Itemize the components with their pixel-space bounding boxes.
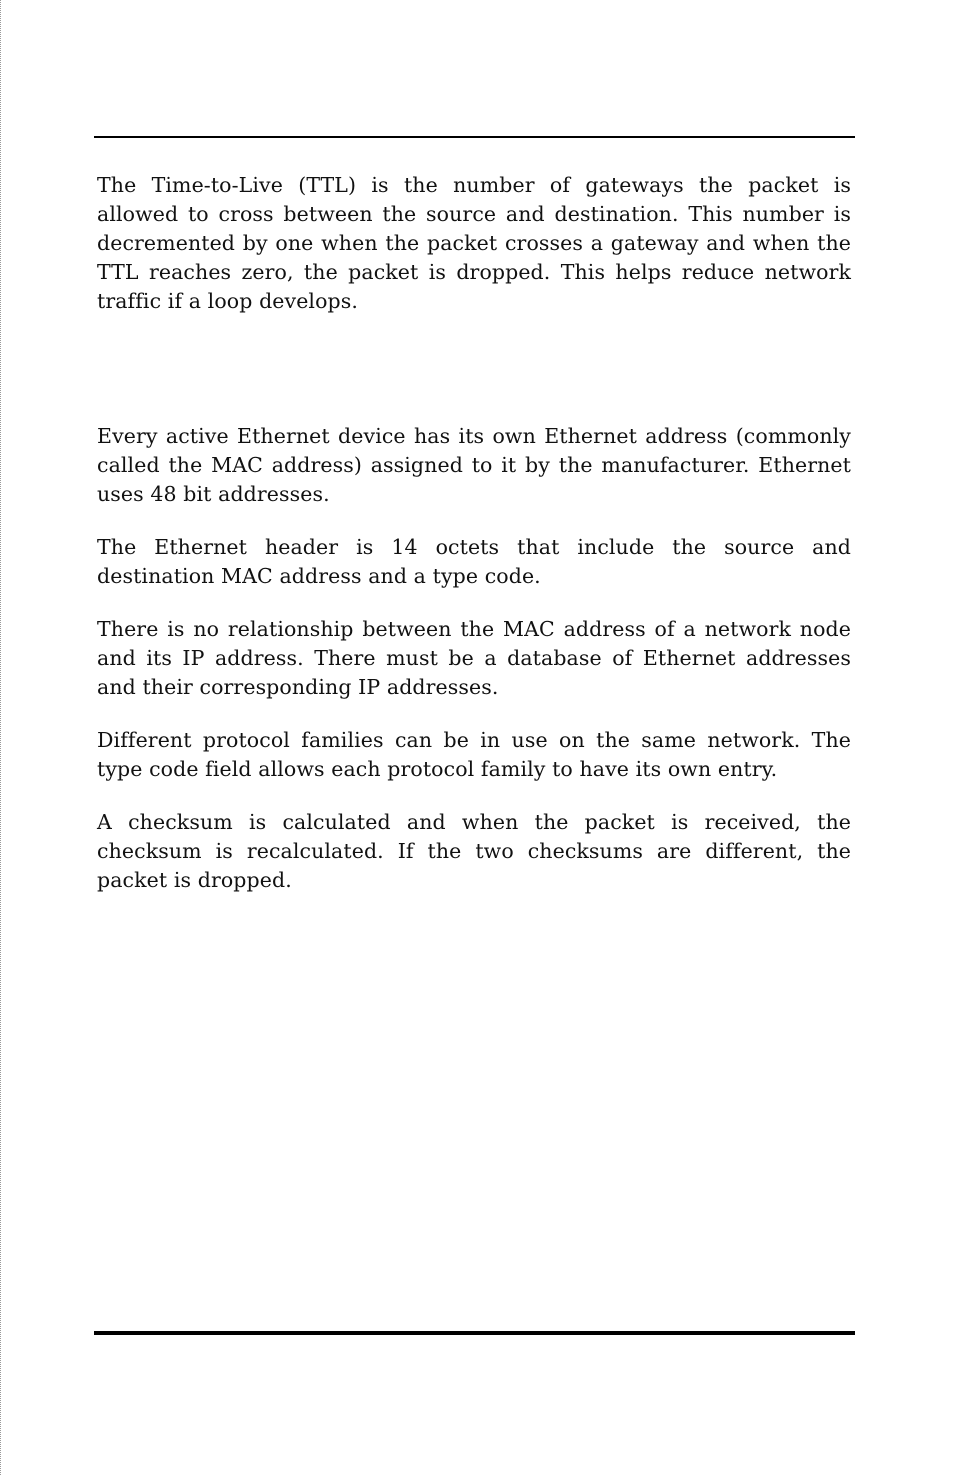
paragraph-checksum: A checksum is calculated and when the packet is received, the checksum is recalculated. If the two checksums are different, the packet is dropped. xyxy=(97,810,851,892)
paragraph-protocol-families: Different protocol families can be in use on the same network. The type code field allows each protocol family to have its own entry. xyxy=(97,728,851,781)
page-edge xyxy=(0,0,3,1475)
paragraph-ttl: The Time-to-Live (TTL) is the number of gateways the packet is allowed to cross between the source and destination. This number is decremented by one when the packet crosses a gateway and when the TTL reaches zero, the packet is dropped. This helps reduce network traffic if a loop develops. xyxy=(97,173,851,313)
paragraph-mac-ip-relationship: There is no relationship between the MAC address of a network node and its IP address. There must be a database of Ethernet addresses and their corresponding IP addresses. xyxy=(97,617,851,699)
page-body xyxy=(97,171,851,895)
header-rule xyxy=(94,136,855,138)
paragraph-ethernet-header: The Ethernet header is 14 octets that include the source and destination MAC address and a type code. xyxy=(97,535,851,588)
paragraph-ethernet-address: Every active Ethernet device has its own Ethernet address (commonly called the MAC address) assigned to it by the manufacturer. Ethernet uses 48 bit addresses. xyxy=(97,424,851,506)
footer-rule xyxy=(94,1331,855,1335)
